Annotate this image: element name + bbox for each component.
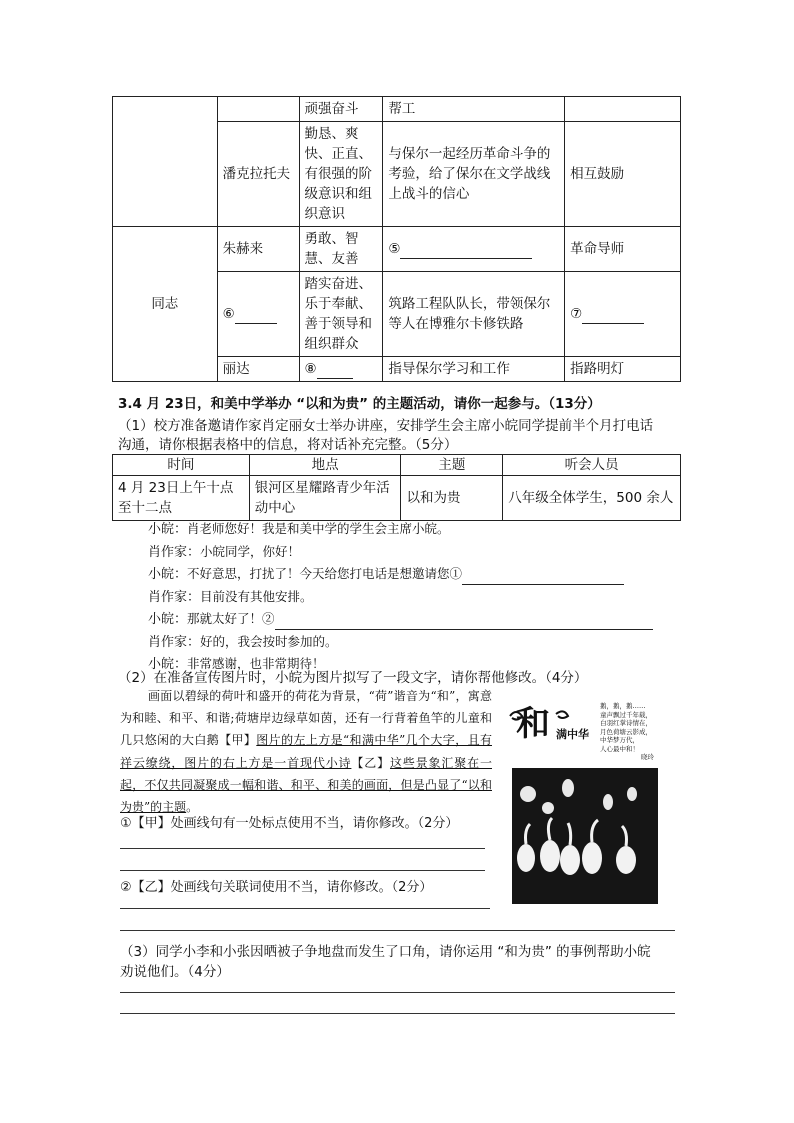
- table-cell-blank-5[interactable]: ⑤: [383, 227, 565, 272]
- table-cell-name: 丽达: [217, 357, 299, 382]
- info-theme: 以和为贵: [401, 476, 503, 521]
- table-cell-blank-8[interactable]: ⑧: [299, 357, 383, 382]
- table-cell-relation: 革命导师: [565, 227, 681, 272]
- table-cell: [217, 97, 299, 122]
- table-cell-traits: 勤恳、爽快、正直、有很强的阶级意识和组织意识: [299, 122, 383, 227]
- dialogue-line: 小皖：那就太好了！②: [148, 609, 653, 630]
- info-header: 听会人员: [503, 455, 681, 476]
- dialogue-line: 肖作家：小皖同学，你好！: [148, 544, 301, 559]
- info-location: 银河区星耀路青少年活动中心: [249, 476, 401, 521]
- info-header: 地点: [249, 455, 401, 476]
- event-info-table: [112, 454, 681, 521]
- dialogue-line: 小皖：肖老师您好！我是和美中学的学生会主席小皖。: [148, 521, 450, 536]
- table-cell-name: 朱赫来: [217, 227, 299, 272]
- sub-question-2-title: （2）在准备宣传图片时，小皖为图片拟写了一段文字，请你帮他修改。（4分）: [118, 670, 588, 686]
- table-cell: 帮工: [383, 97, 565, 122]
- answer-line[interactable]: [120, 908, 490, 909]
- caption-passage: 画面以碧绿的荷叶和盛开的荷花为背景，“荷”谐音为“和”，寓意为和睦、和平、和谐;荷塘岸边绿草如茵，还有一行背着鱼竿的儿童和几只悠闲的大白鹅【甲】图片的左上方是“和满中华”几个大字，且有祥云缭绕，图片的右上方是一首现代小诗【乙】这些景象汇聚在一起，不仅共同凝聚成一幅和谐、和平、和美的画面，但是凸显了“以和为贵”的主题。: [120, 689, 492, 815]
- table-cell-blank-7[interactable]: ⑦: [565, 272, 681, 357]
- table-cell-empty: [113, 97, 218, 227]
- answer-blank-1[interactable]: [462, 584, 624, 585]
- table-cell-deeds: 与保尔一起经历革命斗争的考验，给了保尔在文学战线上战斗的信心: [383, 122, 565, 227]
- table-cell-relation: 相互鼓励: [565, 122, 681, 227]
- poster-big-char: 和: [516, 704, 550, 744]
- table-cell-traits: 踏实奋进、乐于奉献、善于领导和组织群众: [299, 272, 383, 357]
- sub-question-1-line2: 沟通，请你根据表格中的信息，将对话补充完整。（5分）: [118, 437, 458, 453]
- dialogue-line: 肖作家：好的，我会按时参加的。: [148, 634, 338, 649]
- character-table: [112, 96, 681, 382]
- answer-line[interactable]: [120, 870, 485, 871]
- answer-line[interactable]: [120, 930, 675, 931]
- question-3-title: 3.4 月 23日，和美中学举办 “以和为贵” 的主题活动，请你一起参与。（13分）: [118, 396, 601, 412]
- underlined-sentence-yi: 这些景象汇聚在一起，不仅共同凝聚成一幅和谐、和平、和美的画面，但是凸显了“以和为贵”的主题: [120, 755, 492, 815]
- poster-image: [508, 698, 658, 904]
- answer-line[interactable]: [120, 1013, 675, 1014]
- table-cell-blank-6[interactable]: ⑥: [217, 272, 299, 357]
- poster-slogan: 满中华: [556, 728, 589, 741]
- answer-blank-2[interactable]: [275, 629, 653, 630]
- table-cell-name: 潘克拉托夫: [217, 122, 299, 227]
- table-cell-traits: 勇敢、智慧、友善: [299, 227, 383, 272]
- dialogue-line: 肖作家：目前没有其他安排。: [148, 589, 313, 604]
- table-cell-relation: 指路明灯: [565, 357, 681, 382]
- group-label: 同志: [113, 227, 218, 382]
- sub-question-3-line1: （3）同学小李和小张因晒被子争地盘而发生了口角，请你运用 “和为贵” 的事例帮助小皖: [120, 944, 651, 960]
- sub-question-2a: ①【甲】处画线句有一处标点使用不当，请你修改。（2分）: [120, 816, 459, 831]
- underlined-sentence-jia: 图片的左上方是“和满中华”几个大字，且有祥云缭绕，图片的右上方是一首现代小诗: [120, 733, 492, 770]
- info-header: 主题: [401, 455, 503, 476]
- info-header: 时间: [113, 455, 250, 476]
- dialogue-line: 小皖：非常感谢，也非常期待！: [148, 656, 325, 671]
- info-audience: 八年级全体学生，500 余人: [503, 476, 681, 521]
- table-cell: 顽强奋斗: [299, 97, 383, 122]
- answer-line[interactable]: [120, 848, 485, 849]
- info-time: 4 月 23日上午十点至十二点: [113, 476, 250, 521]
- poster-poem: 鹅，鹅，鹅…… 童声飘过千年载， 白羽红掌诗情在， 月色荷塘云影成， 中华梦万代， 人心最中和！ 晓玲: [600, 702, 654, 761]
- table-cell-deeds: 指导保尔学习和工作: [383, 357, 565, 382]
- answer-line[interactable]: [120, 992, 675, 993]
- sub-question-2b: ②【乙】处画线句关联词使用不当，请你修改。（2分）: [120, 880, 433, 895]
- table-cell-deeds: 筑路工程队队长，带领保尔等人在博雅尔卡修铁路: [383, 272, 565, 357]
- dialogue-line: 小皖：不好意思，打扰了！今天给您打电话是想邀请您①: [148, 564, 624, 585]
- sub-question-1-line1: （1）校方准备邀请作家肖定丽女士举办讲座，安排学生会主席小皖同学提前半个月打电话: [118, 418, 654, 434]
- sub-question-3-line2: 劝说他们。（4分）: [120, 964, 230, 980]
- table-cell: [565, 97, 681, 122]
